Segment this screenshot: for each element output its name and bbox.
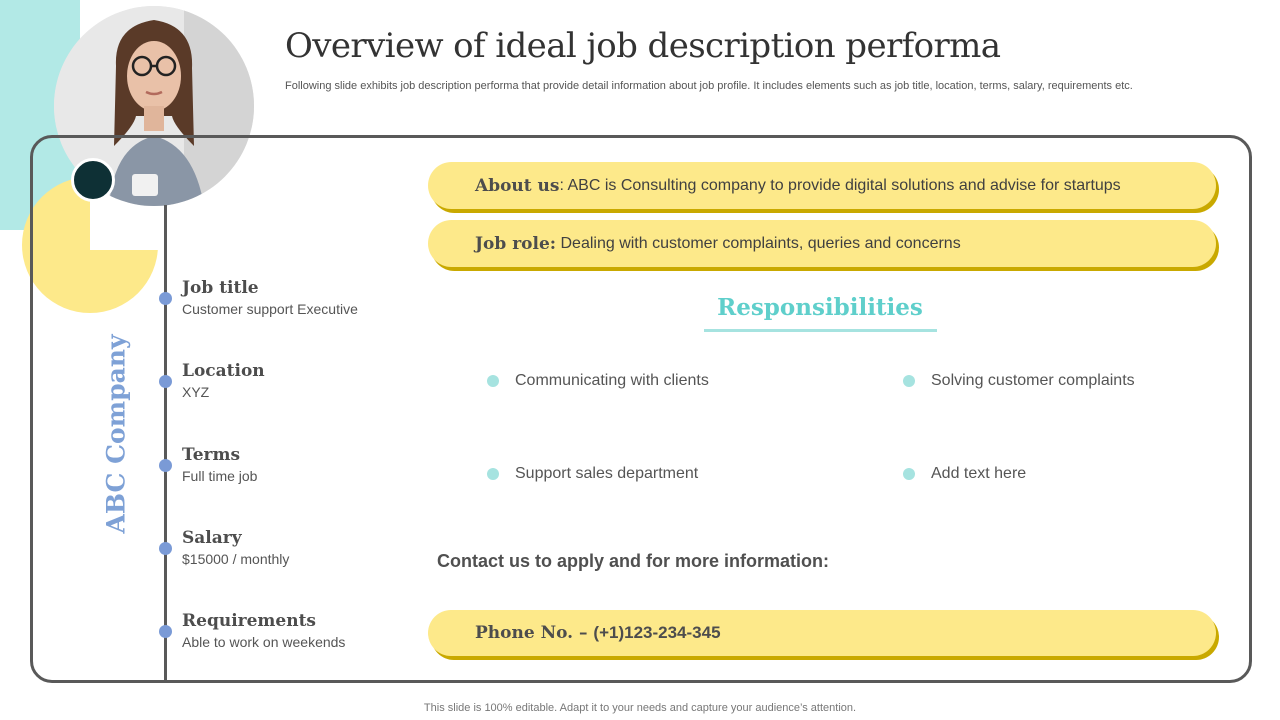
bullet-dot-icon — [487, 468, 499, 480]
bullet-dot-icon — [487, 375, 499, 387]
responsibility-item — [487, 465, 698, 483]
timeline-dot — [159, 375, 172, 388]
timeline-line — [164, 205, 167, 683]
job-role-banner — [428, 220, 1216, 267]
timeline-value: Able to work on weekends — [182, 634, 346, 650]
bullet-dot-icon — [903, 375, 915, 387]
responsibility-text: Communicating with clients — [515, 372, 709, 389]
timeline-label: Job title — [182, 278, 259, 298]
timeline-dot — [159, 542, 172, 555]
responsibility-item — [487, 372, 709, 390]
responsibilities-heading: Responsibilities — [717, 294, 923, 321]
responsibility-text: Support sales department — [515, 465, 699, 482]
phone-label: Phone No. – — [475, 623, 594, 643]
bullet-dot-icon — [903, 468, 915, 480]
responsibility-item — [903, 372, 1135, 390]
responsibility-text: Solving customer complaints — [931, 372, 1135, 389]
about-us-label: About us — [475, 175, 560, 196]
timeline-dot — [159, 459, 172, 472]
timeline-label: Salary — [182, 528, 242, 548]
page-title: Overview of ideal job description performa — [285, 26, 1001, 66]
timeline-item-terms — [182, 445, 257, 484]
timeline-dot — [159, 625, 172, 638]
responsibilities-underline — [704, 329, 937, 332]
about-us-banner — [428, 162, 1216, 209]
footer-note: This slide is 100% editable. Adapt it to your needs and capture your audience’s attention. — [423, 702, 857, 714]
contact-heading: Contact us to apply and for more information: — [437, 551, 830, 571]
timeline-item-job-title — [182, 278, 358, 317]
timeline-value: Full time job — [182, 468, 258, 484]
phone-number: (+1)123-234-345 — [593, 623, 721, 642]
timeline-value: $15000 / monthly — [182, 551, 290, 567]
timeline-item-location — [182, 361, 265, 400]
timeline-item-salary — [182, 528, 289, 567]
job-role-text: Dealing with customer complaints, queries and concerns — [556, 234, 961, 252]
responsibility-text: Add text here — [931, 465, 1027, 482]
responsibility-item — [903, 465, 1026, 483]
about-us-separator: : — [559, 176, 564, 194]
timeline-label: Location — [182, 361, 265, 381]
phone-banner — [428, 610, 1216, 656]
timeline-label: Terms — [182, 445, 241, 465]
timeline-value: XYZ — [182, 384, 210, 400]
timeline-item-requirements — [182, 611, 345, 650]
job-role-label: Job role: — [475, 233, 557, 254]
timeline-value: Customer support Executive — [182, 301, 358, 317]
page-subtitle: Following slide exhibits job description performa that provide detail information about job profile. It includes elements such as job title, location, terms, salary, requirements etc. — [285, 80, 1133, 92]
about-us-text: ABC is Consulting company to provide digital solutions and advise for startups — [563, 176, 1121, 194]
timeline-label: Requirements — [182, 611, 317, 631]
timeline-dot — [159, 292, 172, 305]
content-frame — [30, 135, 1252, 683]
company-name: ABC Company — [101, 334, 131, 534]
